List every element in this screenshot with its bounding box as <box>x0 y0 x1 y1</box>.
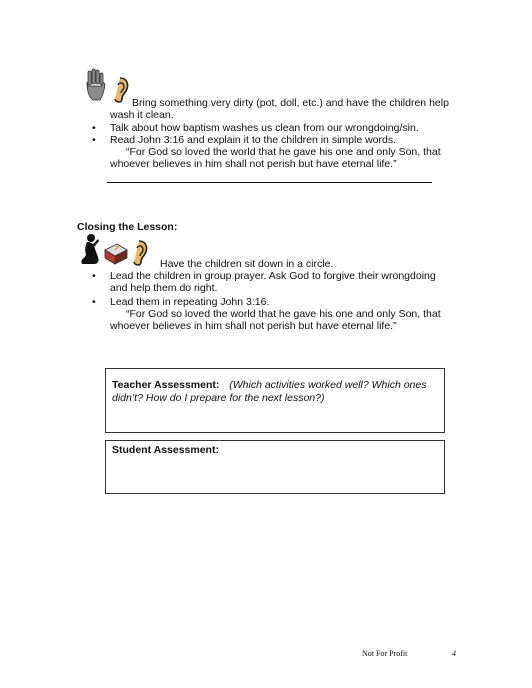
ear-icon <box>110 76 130 104</box>
ear-icon <box>129 239 149 267</box>
activity-intro-text: Bring something very dirty (pot, doll, etc.) and have the children help <box>132 97 449 109</box>
list-item <box>92 270 436 283</box>
scripture-quote-line: whoever believes in him shall not perish but have eternal life.” <box>110 320 397 332</box>
list-item-text: Talk about how baptism washes us clean from our wrongdoing/sin. <box>110 122 419 134</box>
divider <box>107 182 432 183</box>
bullet-marker: • <box>92 122 96 134</box>
list-item <box>92 122 419 135</box>
student-assessment-box[interactable] <box>105 440 445 494</box>
activity-intro-text-cont: wash it clean. <box>110 109 174 121</box>
bullet-marker: • <box>92 270 96 282</box>
footer-label: Not For Profit <box>362 649 408 658</box>
hand-icon <box>85 68 107 102</box>
list-item <box>92 296 269 309</box>
page-number: 4 <box>452 649 456 658</box>
list-item-text: Read John 3:16 and explain it to the children in simple words. <box>110 134 397 146</box>
scripture-quote-line: “For God so loved the world that he gave his one and only Son, that <box>126 146 441 158</box>
bullet-marker: • <box>92 134 96 146</box>
teacher-assessment-title: Teacher Assessment: <box>112 379 220 391</box>
student-assessment-title: Student Assessment: <box>112 444 219 456</box>
section-heading: Closing the Lesson: <box>77 221 178 233</box>
teacher-assessment-note: (Which activities worked well? Which ones <box>229 379 427 391</box>
list-item-text: Lead them in repeating John 3:16. <box>110 296 270 308</box>
scripture-quote-line: “For God so loved the world that he gave his one and only Son, that <box>126 308 441 320</box>
bible-icon <box>103 242 129 266</box>
list-item-text-cont: and help them do right. <box>110 282 218 294</box>
teacher-assessment-note-cont: didn’t? How do I prepare for the next lesson?) <box>112 391 325 404</box>
bullet-marker: • <box>92 296 96 308</box>
list-item <box>92 134 396 147</box>
teacher-assessment-box[interactable] <box>105 368 445 433</box>
scripture-quote-line: whoever believes in him shall not perish but have eternal life.” <box>110 158 397 170</box>
list-item-text: Lead the children in group prayer. Ask God to forgive their wrongdoing <box>110 270 436 282</box>
kneeling-prayer-icon <box>78 233 102 267</box>
closing-intro-text: Have the children sit down in a circle. <box>160 258 334 270</box>
